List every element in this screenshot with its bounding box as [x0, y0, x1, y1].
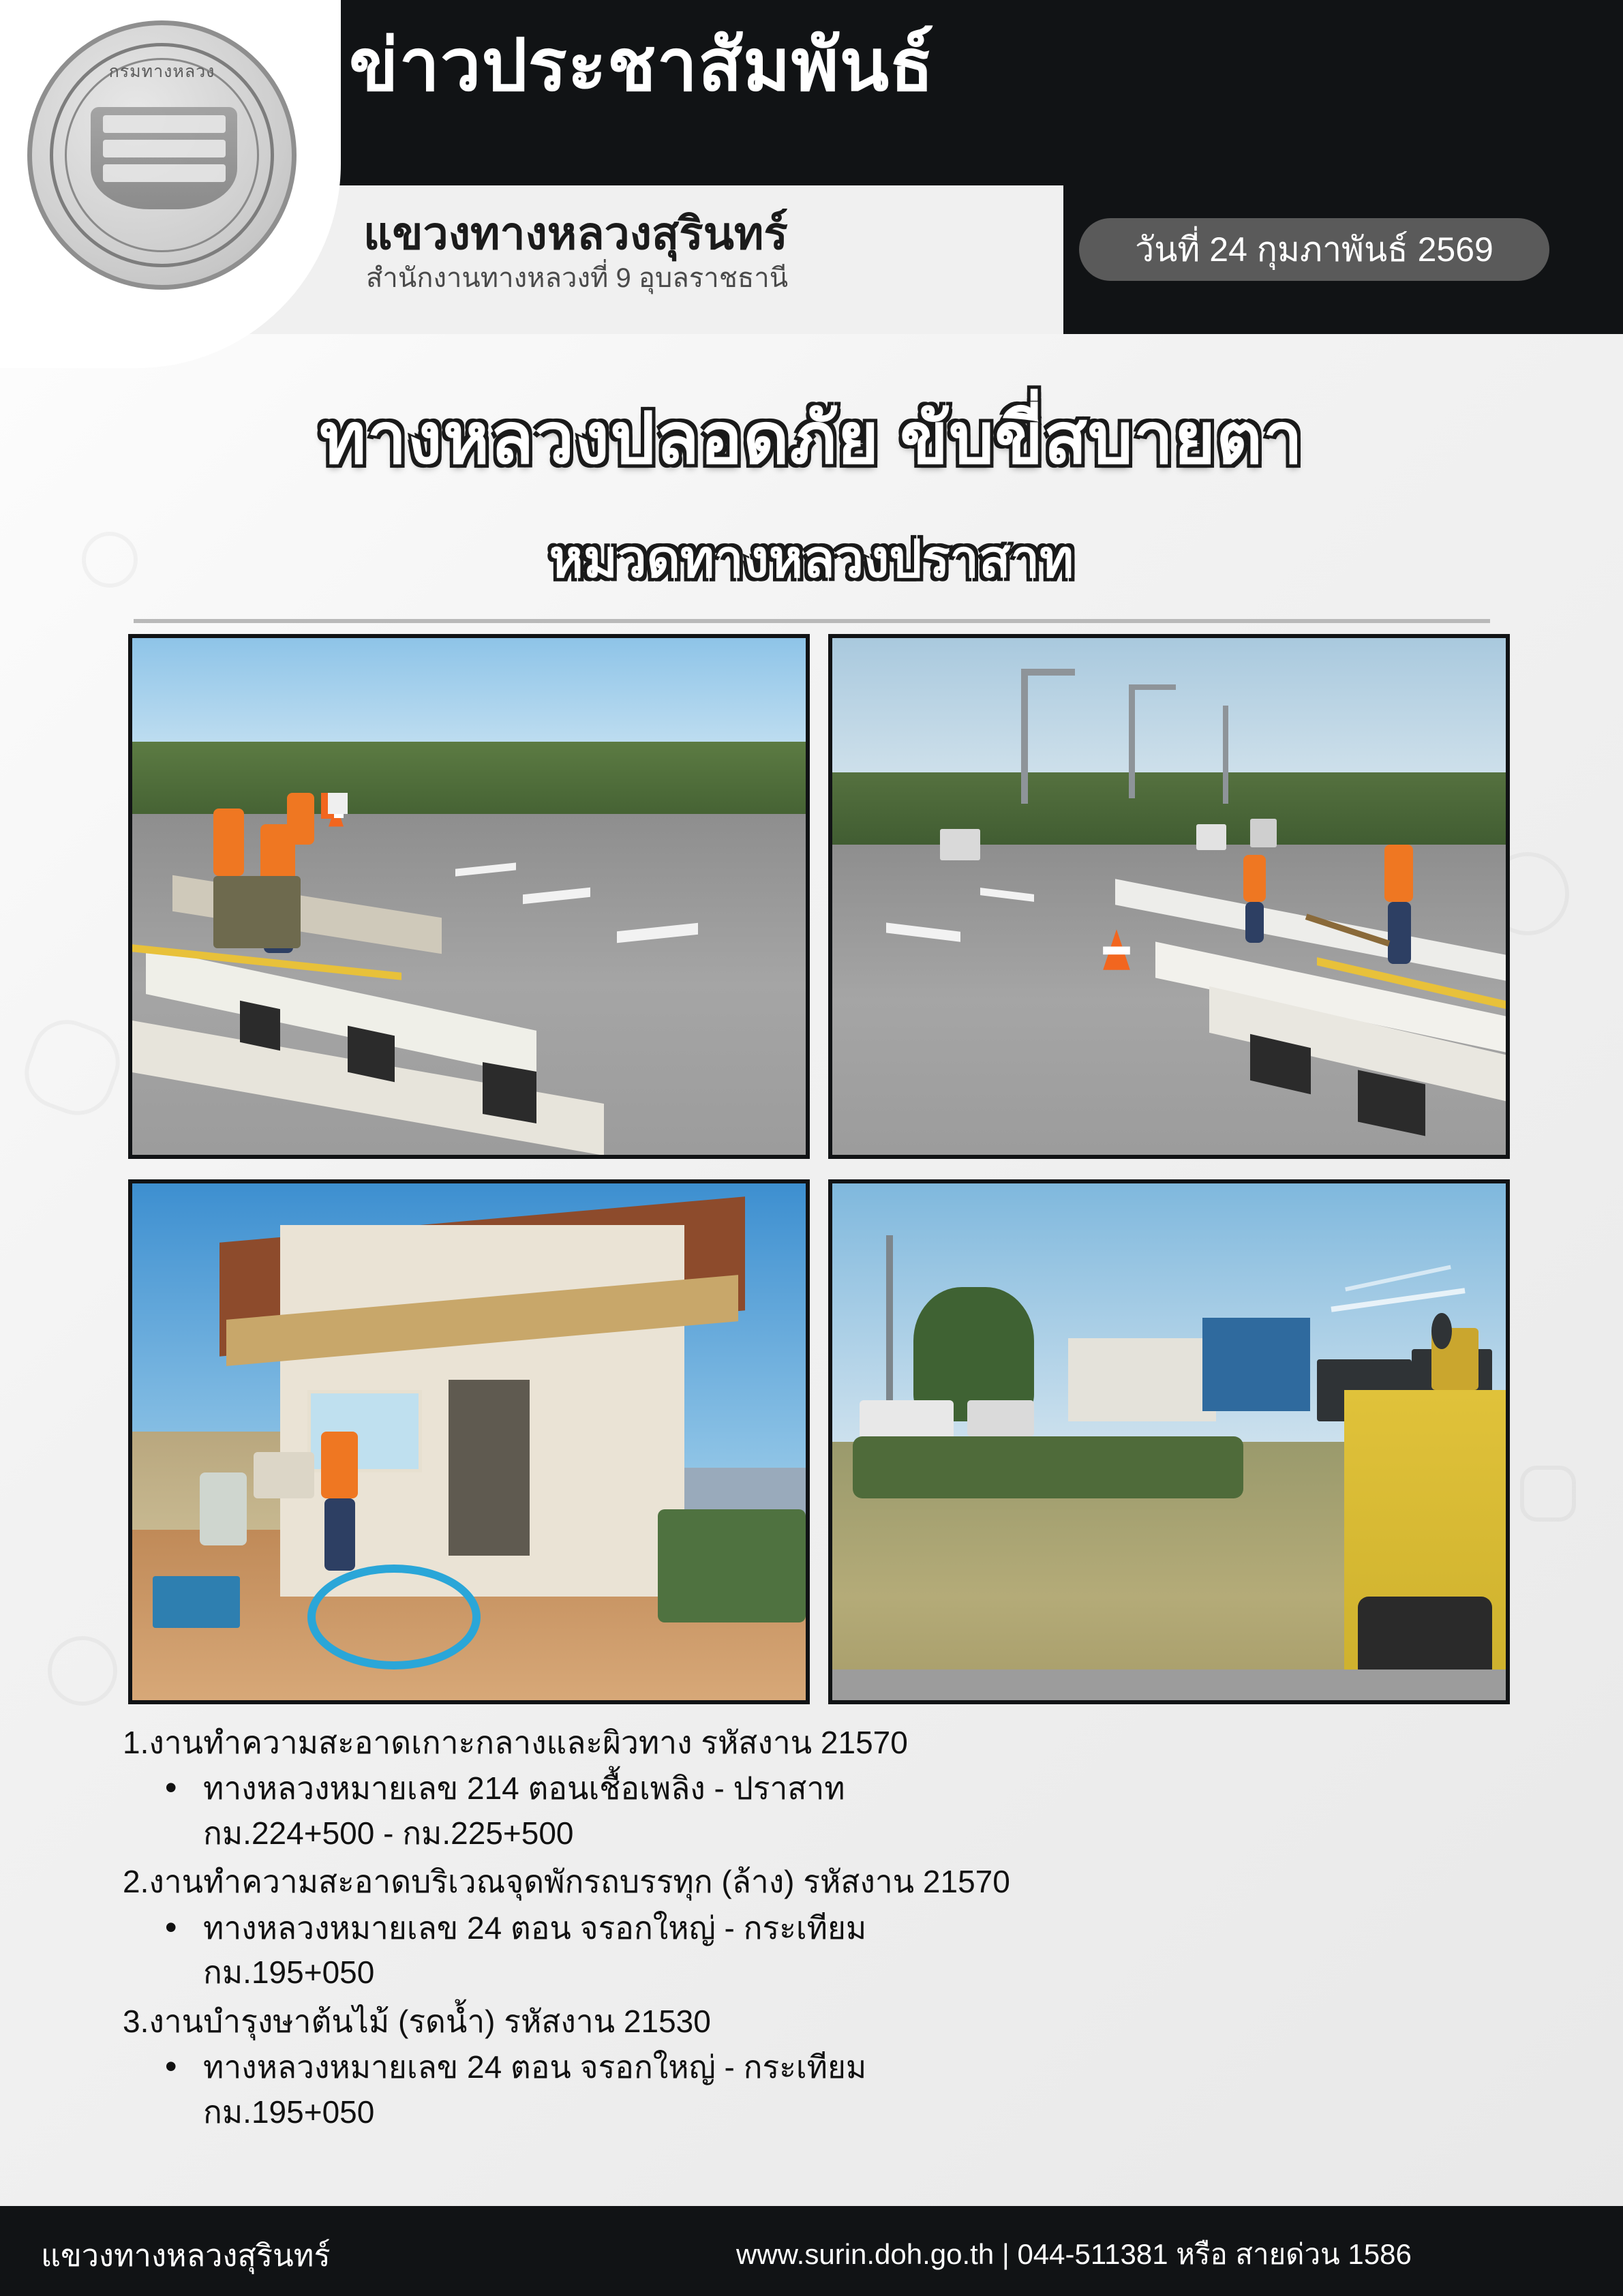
footer-org-name: แขวงทางหลวงสุรินทร์: [41, 2238, 331, 2273]
content-item-title: 1.งานทำความสะอาดเกาะกลางและผิวทาง รหัสงาน 21570: [123, 1725, 908, 1760]
content-item-sub: กม.195+050: [203, 1954, 375, 1991]
org-name: แขวงทางหลวงสุรินทร์: [363, 208, 788, 258]
content-item-title: 3.งานบำรุงษาต้นไม้ (รดน้ำ) รหัสงาน 21530: [123, 2003, 711, 2039]
logo-text: กรมทางหลวง: [108, 62, 215, 81]
headline-sub: หมวดทางหลวงปราสาท: [549, 530, 1074, 588]
logo-emblem-icon: [91, 107, 237, 209]
doh-logo: [27, 20, 297, 290]
photo-road-sweeping: [828, 634, 1510, 1159]
office-name: สำนักงานทางหลวงที่ 9 อุบลราชธานี: [366, 263, 789, 293]
banner-title: ข่าวประชาสัมพันธ์: [349, 25, 935, 106]
photo-rest-stop-washing: [128, 1179, 810, 1704]
footer-bar: [0, 2206, 1623, 2296]
header-divider: [134, 619, 1490, 623]
content-item-bullet: • ทางหลวงหมายเลข 214 ตอนเชื้อเพลิง - ปราสาท: [123, 1767, 1520, 1810]
content-item-title: 2.งานทำความสะอาดบริเวณจุดพักรถบรรทุก (ล้าง) รหัสงาน 21570: [123, 1864, 1010, 1900]
date-label: วันที่ 24 กุมภาพันธ์ 2569: [1135, 230, 1493, 269]
content-item-sub: กม.195+050: [203, 2094, 375, 2130]
photo-watering-truck: [828, 1179, 1510, 1704]
content-item-sub: กม.224+500 - กม.225+500: [203, 1815, 574, 1851]
content-list: [123, 1721, 1520, 2139]
date-badge: [1079, 218, 1549, 281]
decorative-mark: [48, 1636, 117, 1706]
decorative-mark: [1520, 1466, 1576, 1522]
footer-contact: www.surin.doh.go.th | 044-511381 หรือ สายด่วน 1586: [736, 2238, 1412, 2270]
decorative-mark: [14, 1010, 130, 1125]
content-item-bullet: • ทางหลวงหมายเลข 24 ตอน จรอกใหญ่ - กระเทียม: [123, 1907, 1520, 1950]
content-item-bullet: • ทางหลวงหมายเลข 24 ตอน จรอกใหญ่ - กระเทียม: [123, 2046, 1520, 2089]
headline-main: ทางหลวงปลอดภัย ขับขี่สบายตา: [319, 399, 1304, 479]
photo-median-cleaning: [128, 634, 810, 1159]
